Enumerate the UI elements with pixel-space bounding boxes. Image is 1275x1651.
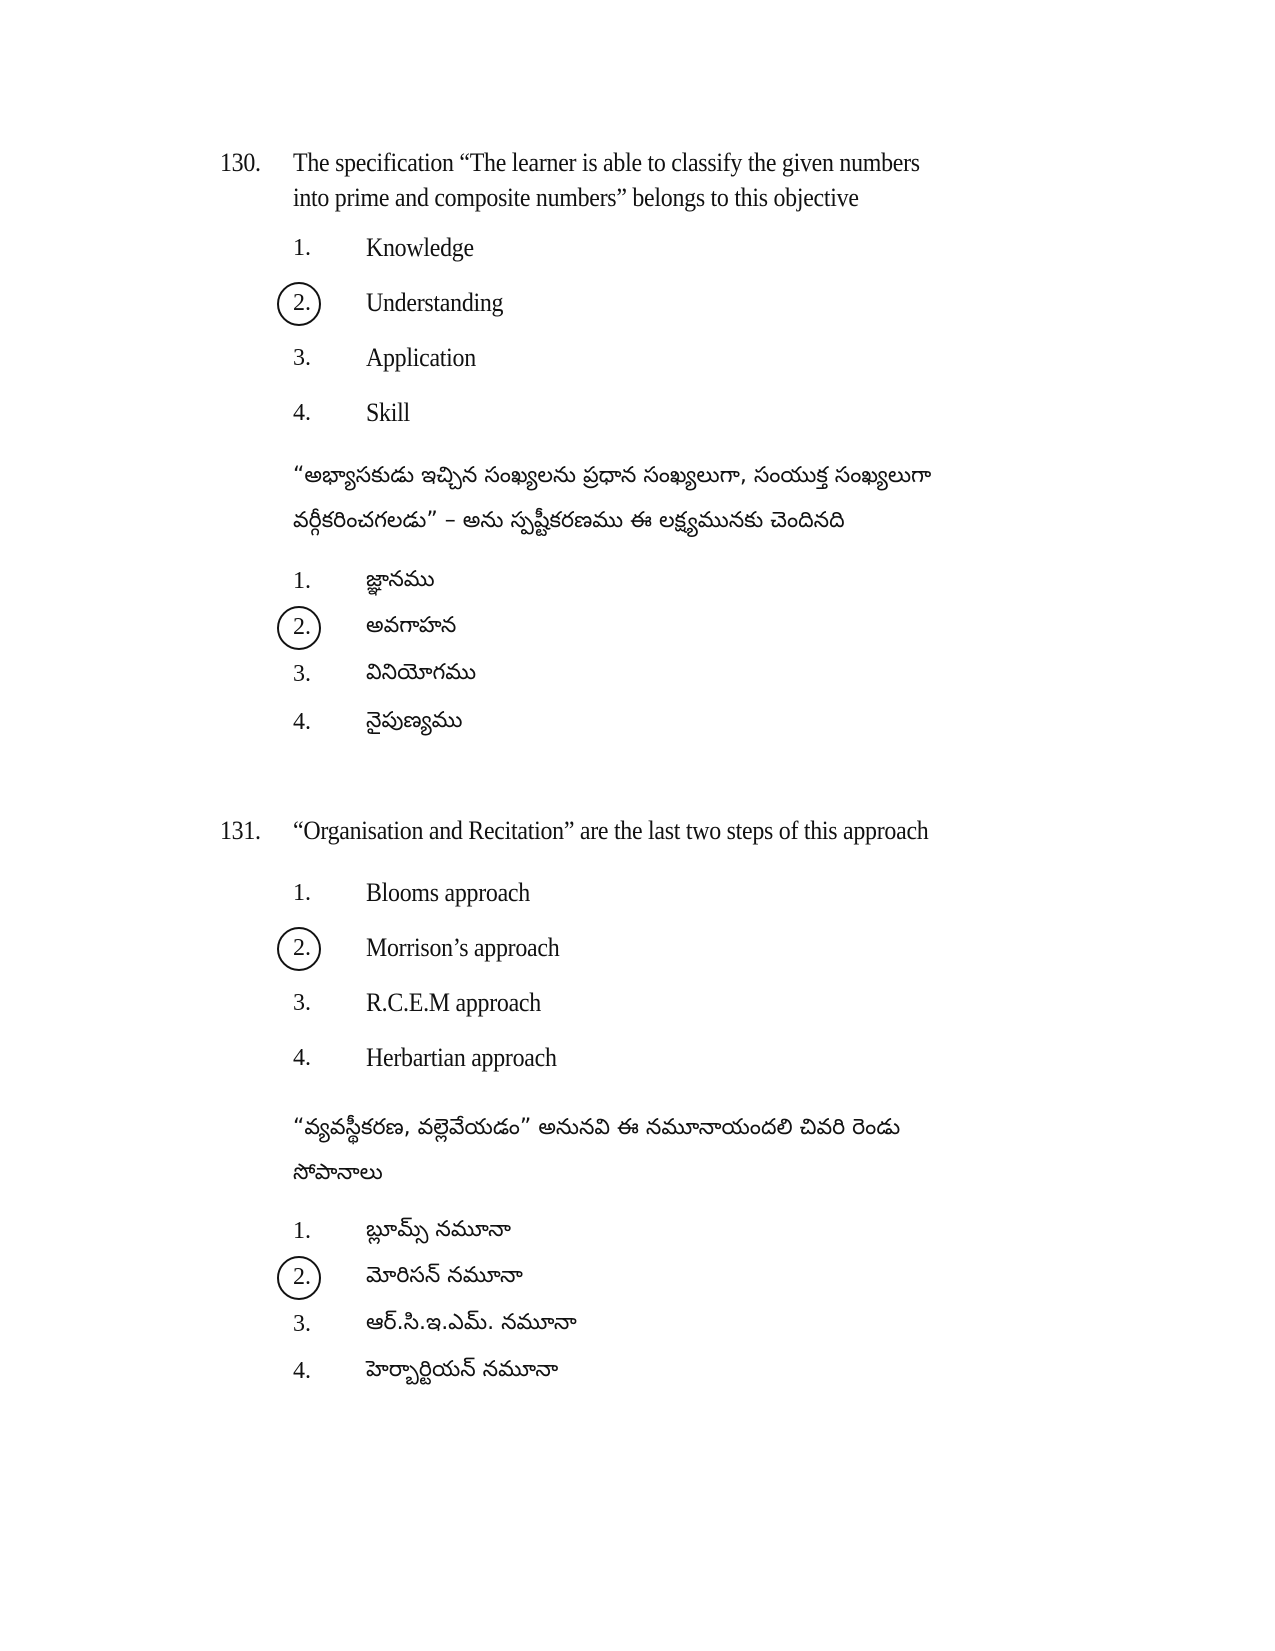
option-number: 1. bbox=[293, 1218, 311, 1244]
question-stem-te-line2: వర్గీకరించగలడు” – అను స్పష్టీకరణము ఈ లక్ష్యమునకు చెందినది bbox=[293, 508, 845, 533]
option-number: 3. bbox=[293, 990, 311, 1016]
option-number: 4. bbox=[293, 1358, 311, 1384]
option-number: 4. bbox=[293, 1045, 311, 1071]
option-number: 1. bbox=[293, 568, 311, 594]
option-number: 2. bbox=[293, 935, 311, 961]
option-text: Knowledge bbox=[366, 233, 474, 262]
option-text: Skill bbox=[366, 398, 410, 427]
option-number: 2. bbox=[293, 614, 311, 640]
option-number: 3. bbox=[293, 345, 311, 371]
question-stem-te-line1: “అభ్యాసకుడు ఇచ్చిన సంఖ్యలను ప్రధాన సంఖ్యలుగా, సంయుక్త సంఖ్యలుగా bbox=[293, 463, 932, 488]
option-number: 4. bbox=[293, 709, 311, 735]
option-text: హెర్బార్టియన్ నమూనా bbox=[366, 1357, 559, 1382]
question-stem-en-line1: The specification “The learner is able to classify the given numbers bbox=[293, 148, 920, 177]
option-text: ఆర్.సి.ఇ.ఎమ్. నమూనా bbox=[366, 1310, 577, 1335]
question-stem-te-line2: సోపానాలు bbox=[293, 1160, 383, 1185]
option-text: నైపుణ్యము bbox=[366, 708, 463, 733]
option-number: 3. bbox=[293, 661, 311, 687]
option-text: వినియోగము bbox=[366, 660, 477, 685]
option-number: 3. bbox=[293, 1311, 311, 1337]
option-text: R.C.E.M approach bbox=[366, 988, 541, 1017]
option-text: Blooms approach bbox=[366, 878, 530, 907]
option-text: Herbartian approach bbox=[366, 1043, 557, 1072]
option-number: 4. bbox=[293, 400, 311, 426]
option-text: జ్ఞానము bbox=[366, 567, 435, 592]
option-text: Understanding bbox=[366, 288, 504, 317]
option-text: అవగాహన bbox=[366, 613, 457, 638]
option-number: 1. bbox=[293, 235, 311, 261]
option-number: 2. bbox=[293, 1264, 311, 1290]
option-text: మోరిసన్ నమూనా bbox=[366, 1263, 523, 1288]
option-text: Application bbox=[366, 343, 476, 372]
option-number: 1. bbox=[293, 880, 311, 906]
option-text: బ్లూమ్స్ నమూనా bbox=[366, 1217, 512, 1242]
question-stem-en-line2: into prime and composite numbers” belongs to this objective bbox=[293, 183, 859, 212]
question-stem-te-line1: “వ్యవస్థీకరణ, వల్లెవేయడం” అనునవి ఈ నమూనాయందలి చివరి రెండు bbox=[293, 1115, 901, 1140]
question-stem-en-line1: “Organisation and Recitation” are the last two steps of this approach bbox=[293, 816, 929, 845]
option-text: Morrison’s approach bbox=[366, 933, 560, 962]
question-number: 130. bbox=[220, 148, 261, 177]
question-number: 131. bbox=[220, 816, 261, 845]
option-number: 2. bbox=[293, 290, 311, 316]
